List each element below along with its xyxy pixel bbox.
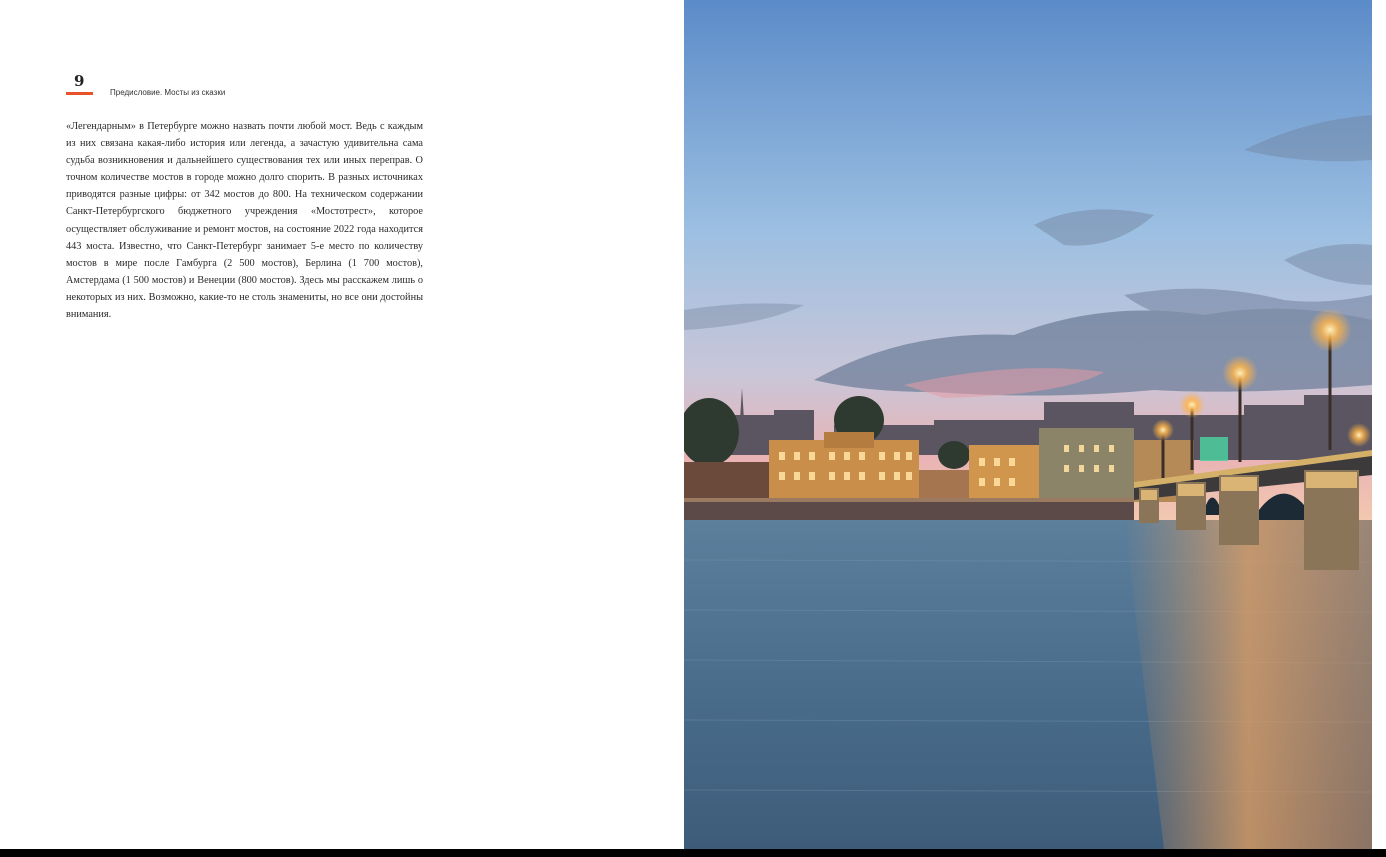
chapter-title: Предисловие. Мосты из сказки bbox=[110, 88, 226, 97]
page-number: 9 bbox=[74, 72, 85, 90]
right-margin bbox=[1372, 0, 1386, 849]
body-paragraph: «Легендарным» в Петербурге можно назвать почти любой мост. Ведь с каждым из них связана какая-либо история или легенда, а зачастую удивительна сама судьба возникновения и дальнейшего существования тех или иных переправ. О точном количестве мостов в городе можно долго спорить. В разных источниках приводятся разные цифры: от 342 мостов до 800. На техническом содержании Санкт-Петербургского бюджетного учреждения «Мостотрест», которое осуществляет обслуживание и ремонт мостов, на состояние 2022 года находится 443 моста. Известно, что Санкт-Петербург занимает 5-е место по количеству мостов в мире после Гамбурга (2 500 мостов), Берлина (1 700 мостов), Амстердама (1 500 мостов) и Венеции (800 мостов). Здесь мы расскажем лишь о некоторых из них. Возможно, какие-то не столь знамениты, но все они достойны внимания. bbox=[66, 121, 423, 321]
bridge-photo bbox=[684, 0, 1372, 849]
bridge-photo-illustration bbox=[684, 0, 1372, 849]
left-page bbox=[0, 0, 684, 849]
page-number-accent-bar bbox=[66, 92, 93, 95]
